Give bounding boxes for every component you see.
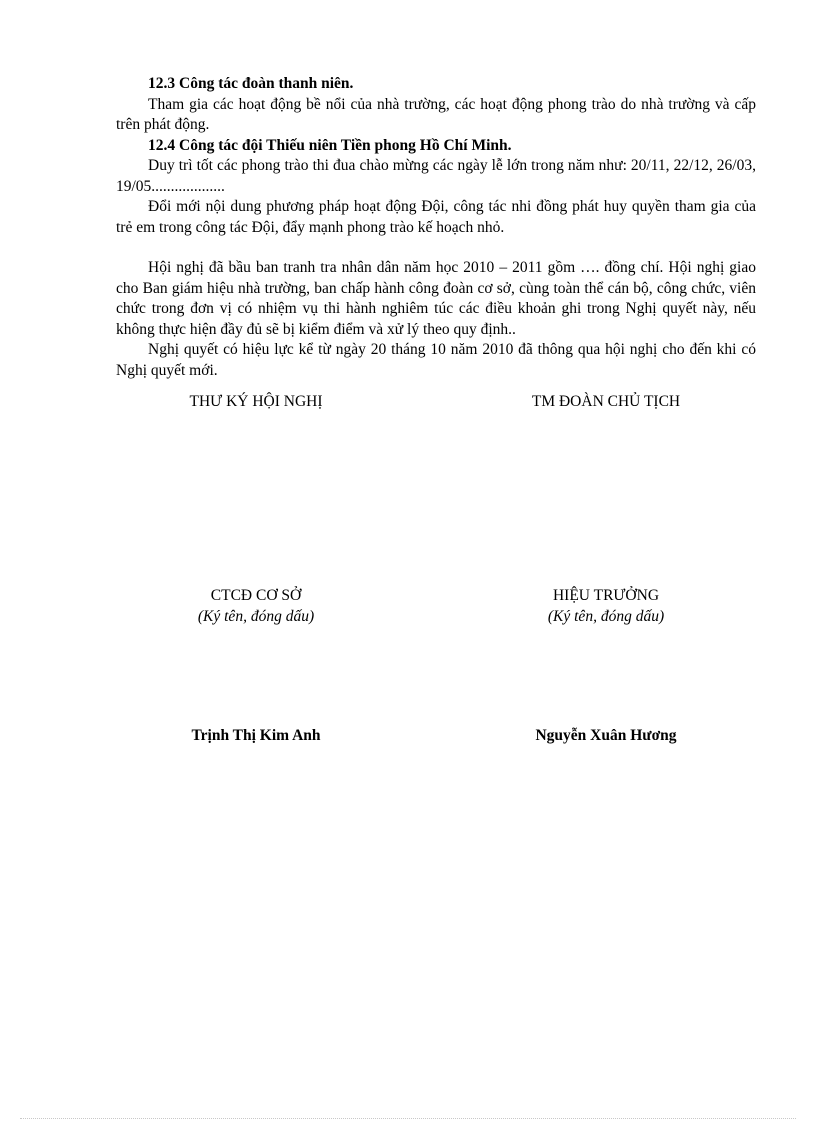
union-chair-role-label: CTCĐ CƠ SỞ	[210, 587, 302, 604]
pioneers-paragraph-1: Duy trì tốt các phong trào thi đua chào mừng các ngày lễ lớn trong năm như: 20/11, 22/12, 26/03, 19/05...................	[116, 157, 756, 195]
paragraph-gap	[116, 238, 756, 258]
youth-union-paragraph: Tham gia các hoạt động bề nổi của nhà trường, các hoạt động phong trào do nhà trường và cấp trên phát động.	[116, 95, 756, 133]
union-chair-name: Trịnh Thị Kim Anh	[191, 727, 321, 744]
presidium-title: TM ĐOÀN CHỦ TỊCH	[531, 393, 681, 410]
secretary-title: THƯ KÝ HỘI NGHỊ	[189, 393, 323, 410]
union-chair-sign-note: (Ký tên, đóng dấu)	[197, 607, 315, 625]
closing-paragraph-1: Hội nghị đã bầu ban tranh tra nhân dân năm học 2010 – 2011 gồm …. đồng chí. Hội nghị giao cho Ban giám hiệu nhà trường, ban chấp hành công đoàn cơ sở, cùng toàn thể cán bộ, công chức, viên chức trong đơn vị có nhiệm vụ thi hành nghiêm túc các điều khoản ghi trong Nghị quyết này, nếu không thực hiện đầy đủ sẽ bị kiểm điểm và xử lý theo quy định..	[116, 259, 756, 338]
signature-names-row	[116, 726, 756, 747]
page-bottom-border	[20, 1118, 796, 1119]
principal-role-label: HIỆU TRƯỞNG	[552, 587, 660, 604]
section-heading-youth-union: 12.3 Công tác đoàn thanh niên.	[148, 75, 354, 92]
union-chair-role	[116, 586, 436, 627]
section-heading-pioneers: 12.4 Công tác đội Thiếu niên Tiền phong Hồ Chí Minh.	[148, 136, 512, 154]
pioneers-paragraph-2: Đổi mới nội dung phương pháp hoạt động Đội, công tác nhi đồng phát huy quyền tham gia của trẻ em trong công tác Đội, đẩy mạnh phong trào kế hoạch nhỏ.	[116, 198, 756, 236]
principal-sign-note: (Ký tên, đóng dấu)	[547, 607, 665, 625]
signature-titles-row	[116, 392, 756, 413]
closing-paragraph-2: Nghị quyết có hiệu lực kể từ ngày 20 tháng 10 năm 2010 đã thông qua hội nghị cho đến khi có Nghị quyết mới.	[116, 341, 756, 379]
document-body	[116, 74, 756, 381]
principal-name: Nguyễn Xuân Hương	[535, 727, 677, 744]
principal-role	[436, 586, 756, 627]
signature-roles-row	[116, 586, 756, 627]
